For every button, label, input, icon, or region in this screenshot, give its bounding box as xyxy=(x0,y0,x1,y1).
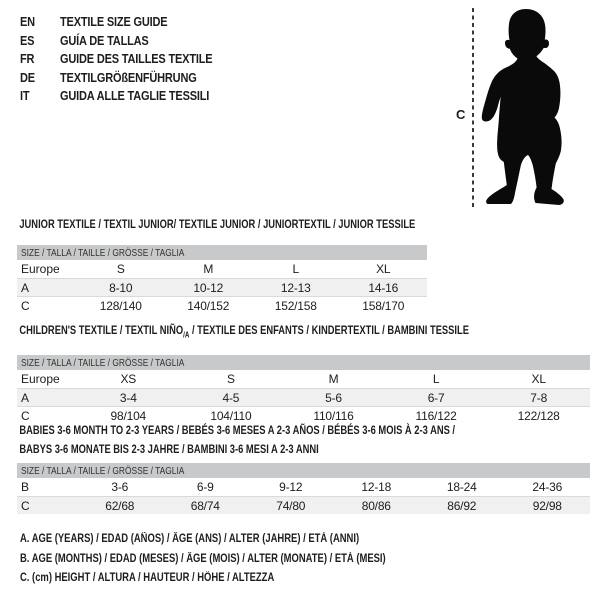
row-label: C xyxy=(21,298,30,313)
age-cell: 3-4 xyxy=(119,390,137,405)
junior-size-table xyxy=(17,245,427,314)
height-cell: 68/74 xyxy=(190,498,220,513)
age-cell: 10-12 xyxy=(193,280,224,295)
children-section-title xyxy=(17,321,469,344)
babies-size-table xyxy=(17,463,590,514)
junior-section-title: JUNIOR TEXTILE / TEXTIL JUNIOR/ TEXTILE JUNIOR / JUNIORTEXTIL / JUNIOR TESSILE xyxy=(19,217,416,231)
note-age-years: A. AGE (YEARS) / EDAD (AÑOS) / ÂGE (ANS) / ALTER (JAHRE) / ETÀ (ANNI) xyxy=(20,533,360,545)
age-cell: 14-16 xyxy=(368,280,399,295)
row-label: C xyxy=(21,408,30,423)
title-part: / TEXTILE DES ENFANTS / KINDERTEXTIL / BAMBINI TESSILE xyxy=(189,323,469,337)
size-header-label: SIZE / TALLA / TAILLE / GRÖSSE / TAGLIA xyxy=(21,246,185,259)
size-cell: L xyxy=(432,372,440,387)
height-cell: 62/68 xyxy=(105,498,135,513)
size-cell: S xyxy=(226,372,235,387)
row-label: A xyxy=(21,280,30,295)
height-cell: 122/128 xyxy=(517,408,560,423)
months-cell: 24-36 xyxy=(532,480,563,494)
row-label: A xyxy=(21,390,30,405)
height-dashed-line xyxy=(472,8,474,209)
size-cell: S xyxy=(116,262,125,276)
table-row-age xyxy=(17,278,427,296)
guide-title-de: TEXTILGRÖßENFÜHRUNG xyxy=(60,70,197,85)
height-cell: 158/170 xyxy=(362,298,405,313)
height-cell: 140/152 xyxy=(187,298,230,313)
legend-notes xyxy=(20,530,466,589)
height-cell: 98/104 xyxy=(110,408,147,423)
row-label: Europe xyxy=(21,372,60,387)
language-code: EN xyxy=(20,15,35,30)
size-header-label: SIZE / TALLA / TAILLE / GRÖSSE / TAGLIA xyxy=(21,356,185,369)
junior-table-section xyxy=(17,215,427,314)
height-cell: 104/110 xyxy=(210,408,252,423)
row-label: C xyxy=(21,498,30,513)
height-cell: 152/158 xyxy=(274,298,317,313)
age-cell: 12-13 xyxy=(280,280,311,295)
table-row-months xyxy=(17,478,590,496)
table-row-height xyxy=(17,496,590,514)
size-header-bar xyxy=(17,355,590,370)
age-cell: 6-7 xyxy=(427,390,445,405)
size-header-bar xyxy=(17,245,427,260)
height-cell: 74/80 xyxy=(276,498,306,513)
size-header-label: SIZE / TALLA / TAILLE / GRÖSSE / TAGLIA xyxy=(21,464,185,477)
language-code: FR xyxy=(20,52,35,67)
age-cell: 7-8 xyxy=(530,390,548,405)
age-cell: 8-10 xyxy=(109,280,133,295)
months-cell: 3-6 xyxy=(111,480,129,494)
size-cell: XL xyxy=(531,372,546,387)
note-height-cm: C. (cm) HEIGHT / ALTURA / HAUTEUR / HÖHE / ALTEZZA xyxy=(20,572,275,584)
size-header-bar xyxy=(17,463,590,478)
height-cell: 86/92 xyxy=(447,498,477,513)
months-cell: 9-12 xyxy=(279,480,303,494)
size-cell: XL xyxy=(376,262,391,276)
months-cell: 6-9 xyxy=(196,480,214,494)
language-list xyxy=(20,13,233,106)
language-row-fr xyxy=(20,50,233,69)
title-part: CHILDREN'S TEXTILE / TEXTIL NIÑO xyxy=(19,323,184,337)
months-cell: 12-18 xyxy=(361,480,392,494)
babies-section-title-line1: BABIES 3-6 MONTH TO 2-3 YEARS / BEBÉS 3-6 MESES A 2-3 AÑOS / BÉBÉS 3-6 MOIS À 2-3 ANS / xyxy=(19,423,456,437)
babies-section-title-line2: BABYS 3-6 MONATE BIS 2-3 JAHRE / BAMBINI 3-6 MESI A 2-3 ANNI xyxy=(19,442,319,456)
children-table-section xyxy=(17,321,590,424)
age-cell: 4-5 xyxy=(222,390,240,405)
height-cell: 110/116 xyxy=(313,408,354,423)
months-cell: 18-24 xyxy=(446,480,477,494)
children-size-table xyxy=(17,355,590,424)
height-cell: 116/122 xyxy=(415,408,457,423)
age-cell: 5-6 xyxy=(325,390,342,405)
height-cell: 128/140 xyxy=(99,298,142,313)
height-dimension-label: C xyxy=(456,107,466,122)
note-age-months: B. AGE (MONTHS) / EDAD (MESES) / ÂGE (MOIS) / ALTER (MONATE) / ETÀ (MESI) xyxy=(20,552,386,565)
row-label: B xyxy=(21,480,30,494)
size-cell: L xyxy=(292,262,299,276)
size-cell: XS xyxy=(120,372,137,387)
row-label: Europe xyxy=(21,262,60,276)
table-row-age xyxy=(17,388,590,406)
language-row-de xyxy=(20,69,233,88)
baby-silhouette-icon xyxy=(481,9,567,207)
language-code: IT xyxy=(20,89,30,104)
language-row-en xyxy=(20,13,233,32)
size-cell: M xyxy=(328,372,339,387)
title-subscript: /A xyxy=(183,330,190,340)
language-row-es xyxy=(20,32,233,51)
guide-title-en: TEXTILE SIZE GUIDE xyxy=(60,15,168,30)
table-row-europe xyxy=(17,370,590,388)
language-row-it xyxy=(20,87,233,106)
height-cell: 80/86 xyxy=(361,498,391,513)
language-code: ES xyxy=(20,33,35,48)
language-code: DE xyxy=(20,70,35,85)
size-cell: M xyxy=(203,262,214,276)
height-cell: 92/98 xyxy=(532,498,562,513)
guide-title-es: GUÍA DE TALLAS xyxy=(60,33,149,48)
table-row-europe xyxy=(17,260,427,278)
guide-title-fr: GUIDE DES TAILLES TEXTILE xyxy=(60,52,213,67)
table-row-height xyxy=(17,296,427,314)
guide-title-it: GUIDA ALLE TAGLIE TESSILI xyxy=(60,89,210,104)
babies-table-section xyxy=(17,421,590,514)
